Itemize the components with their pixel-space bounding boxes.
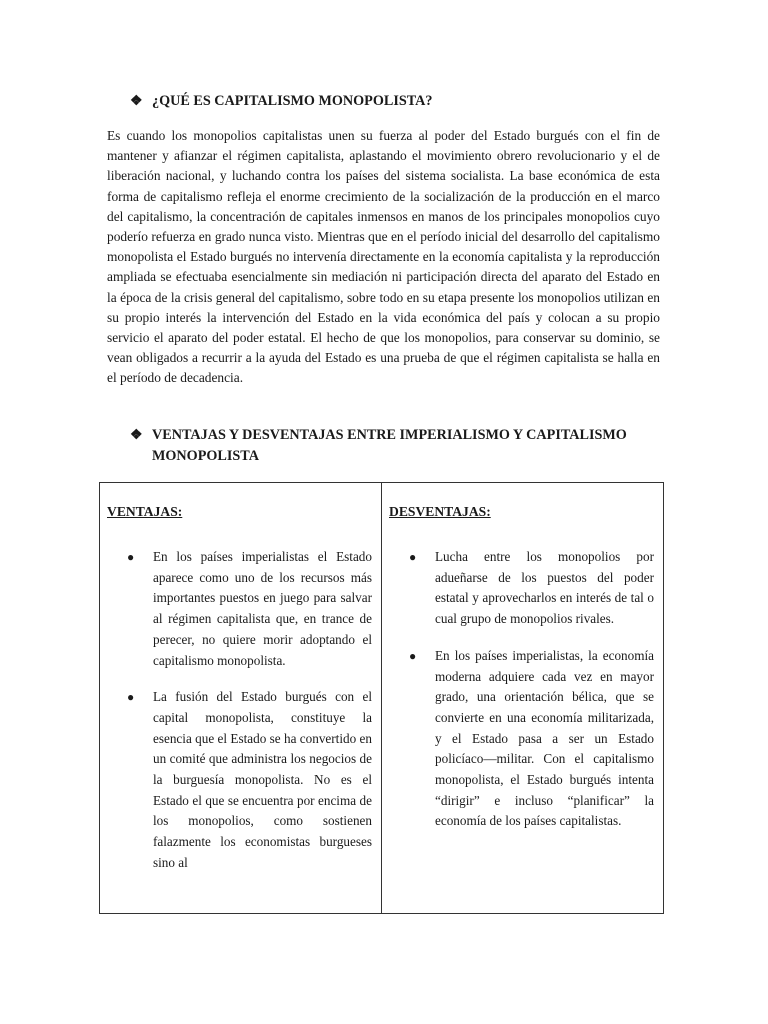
desventajas-column [382, 483, 663, 913]
list-item-text: La fusión del Estado burgués con el capital monopolista, constituye la esencia que el Estado se ha convertido en un comité que administra los negocios de la burguesía monopolista. No es el Estado el que se encuentra por encima de los monopolios, como sostienen falazmente los economistas burgueses sino al [153, 689, 372, 870]
list-item [389, 646, 656, 832]
list-item-text: Lucha entre los monopolios por adueñarse de los puestos del poder estatal y aprovecharlos en interés de tal o cual grupo de monopolios rivales. [435, 549, 654, 627]
bullet-icon: ● [409, 550, 417, 564]
section-heading-text: ¿QUÉ ES CAPITALISMO MONOPOLISTA? [152, 93, 433, 109]
bullet-icon: ● [409, 648, 417, 663]
list-item [389, 547, 656, 630]
desventajas-title: DESVENTAJAS: [389, 504, 491, 519]
bullet-icon: ● [127, 550, 135, 564]
ventajas-column [100, 483, 382, 913]
list-item [107, 547, 374, 671]
diamond-bullet-icon: ❖ [130, 428, 143, 443]
ventajas-list [107, 547, 374, 874]
definition-paragraph: Es cuando los monopolios capitalistas unen su fuerza al poder del Estado burgués con el fin de mantener y afianzar el régimen capitalista, aplastando el movimiento obrero revolucionario y el de liberación nacional, y luchando contra los países del sistema socialista. La base económica de esta forma de capitalismo refleja el enorme crecimiento de la socialización de la producción en el marco del capitalismo, la concentración de capitales inmensos en manos de los principales monopolios cuyo poderío refuerza en grado nunca visto. Mientras que en el período inicial del desarrollo del capitalismo monopolista el Estado burgués no intervenía directamente en la economía capitalista y la reproducción ampliada se efectuaba esencialmente sin mediación ni participación directa del aparato del Estado en la época de la crisis general del capitalismo, sobre todo en su etapa presente los monopolios utilizan en su propio interés la intervención del Estado en la vida económica del país y colocan a su propio servicio el aparato del poder estatal. El hecho de que los monopolios, para conservar su dominio, se vean obligados a recurrir a la ayuda del Estado es una prueba de que el régimen capitalista se halla en el período de decadencia. [107, 128, 660, 386]
diamond-bullet-icon: ❖ [130, 94, 143, 109]
section-heading-text: VENTAJAS Y DESVENTAJAS ENTRE IMPERIALISMO Y CAPITALISMO MONOPOLISTA [152, 427, 627, 464]
section-heading-ventajas-desventajas [130, 425, 670, 467]
bullet-icon: ● [127, 690, 135, 705]
list-item [107, 687, 374, 873]
ventajas-title: VENTAJAS: [107, 504, 183, 519]
section-heading-que-es [130, 91, 433, 112]
list-item-text: En los países imperialistas, la economía moderna adquiere cada vez en mayor grado, una orientación bélica, que se convierte en una economía militarizada, y el Estado pasa a ser un Estado policíaco—militar. Con el capitalismo monopolista, el Estado burgués intenta “dirigir” e incluso “planificar” la economía de los países capitalistas. [435, 647, 654, 829]
comparison-table [99, 482, 664, 914]
list-item-text: En los países imperialistas el Estado aparece como uno de los recursos más importantes puestos en juego para salvar al régimen capitalista que, en trance de perecer, no quiere morir adoptando el capitalismo monopolista. [153, 549, 372, 668]
desventajas-list [389, 547, 656, 832]
